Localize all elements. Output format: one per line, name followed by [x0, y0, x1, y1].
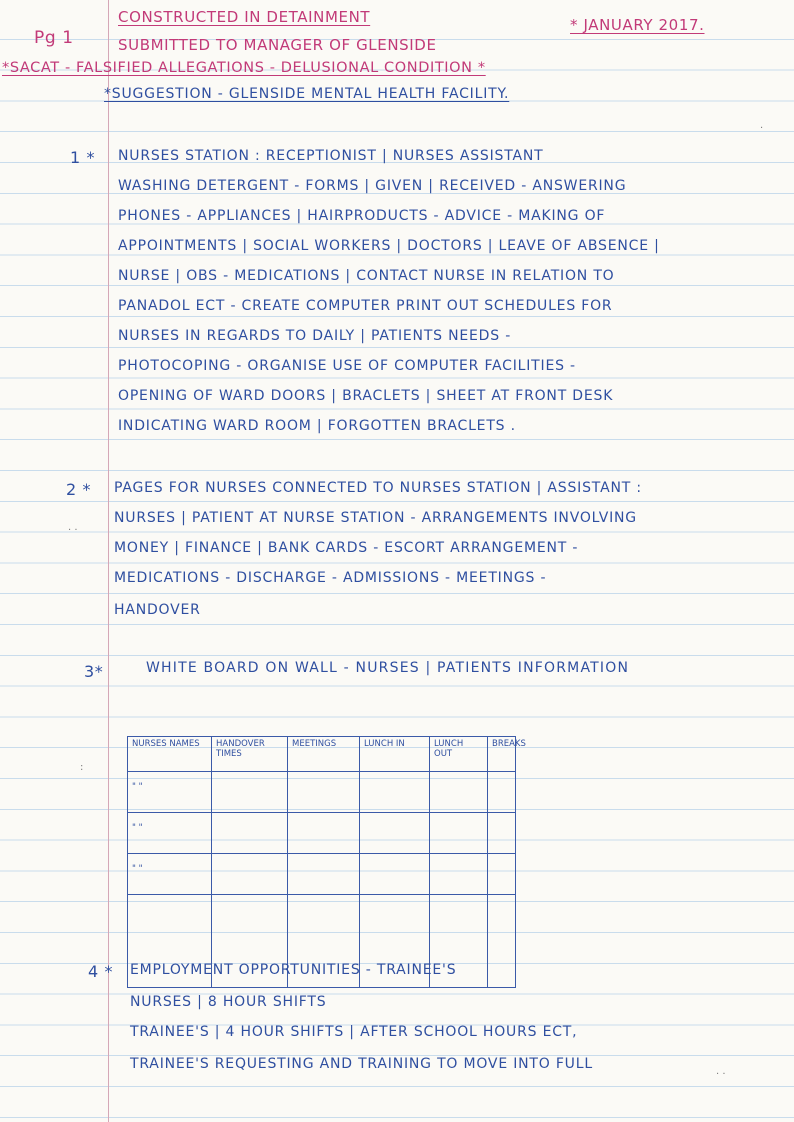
- page-number: Pg 1: [34, 28, 74, 48]
- table-cell: [360, 854, 430, 895]
- section-1-line: NURSES STATION : RECEPTIONIST | NURSES ASSISTANT: [118, 148, 544, 164]
- table-cell: [430, 854, 488, 895]
- table-row: [128, 813, 516, 854]
- table-cell: [488, 854, 516, 895]
- table-header-cell: BREAKS: [488, 737, 516, 772]
- section-2-line: MEDICATIONS - DISCHARGE - ADMISSIONS - MEETINGS -: [114, 570, 547, 586]
- table-cell: [212, 813, 288, 854]
- table-header-cell: NURSES NAMES: [128, 737, 212, 772]
- date: * JANUARY 2017.: [570, 16, 705, 34]
- section-1-line: INDICATING WARD ROOM | FORGOTTEN BRACLETS .: [118, 418, 516, 434]
- table-cell: [212, 772, 288, 813]
- table-header-cell: MEETINGS: [288, 737, 360, 772]
- section-4-line: EMPLOYMENT OPPORTUNITIES - TRAINEE'S: [130, 962, 457, 978]
- section-4-line: TRAINEE'S | 4 HOUR SHIFTS | AFTER SCHOOL HOURS ECT,: [130, 1024, 578, 1040]
- section-3-number: 3*: [84, 662, 104, 681]
- section-2-line: HANDOVER: [114, 602, 201, 618]
- section-1-line: OPENING OF WARD DOORS | BRACLETS | SHEET AT FRONT DESK: [118, 388, 614, 404]
- section-3-heading: WHITE BOARD ON WALL - NURSES | PATIENTS INFORMATION: [146, 660, 630, 676]
- table-cell: [360, 813, 430, 854]
- table-cell: " ": [128, 813, 212, 854]
- table-cell: " ": [128, 854, 212, 895]
- pencil-dot: . .: [68, 522, 78, 533]
- table-row: [128, 854, 516, 895]
- table-cell: [212, 854, 288, 895]
- section-1-line: PHOTOCOPING - ORGANISE USE OF COMPUTER FACILITIES -: [118, 358, 576, 374]
- table-header-cell: HANDOVER TIMES: [212, 737, 288, 772]
- section-4-line: TRAINEE'S REQUESTING AND TRAINING TO MOVE INTO FULL: [130, 1056, 593, 1072]
- section-1-line: PANADOL ECT - CREATE COMPUTER PRINT OUT SCHEDULES FOR: [118, 298, 613, 314]
- table-cell: [288, 813, 360, 854]
- section-4-number: 4 *: [88, 962, 114, 981]
- table-cell: [288, 854, 360, 895]
- table-header-row: [128, 737, 516, 772]
- section-2-line: NURSES | PATIENT AT NURSE STATION - ARRANGEMENTS INVOLVING: [114, 510, 637, 526]
- margin-line: [108, 0, 109, 1122]
- section-2-line: MONEY | FINANCE | BANK CARDS - ESCORT ARRANGEMENT -: [114, 540, 579, 556]
- section-1-line: PHONES - APPLIANCES | HAIRPRODUCTS - ADVICE - MAKING OF: [118, 208, 606, 224]
- table-cell: [360, 772, 430, 813]
- section-1-number: 1 *: [70, 148, 96, 167]
- pencil-dot: . .: [716, 1066, 726, 1077]
- section-1-line: NURSES IN REGARDS TO DAILY | PATIENTS NEEDS -: [118, 328, 512, 344]
- suggestion-line: *SUGGESTION - GLENSIDE MENTAL HEALTH FACILITY.: [104, 86, 510, 102]
- section-1-line: WASHING DETERGENT - FORMS | GIVEN | RECEIVED - ANSWERING: [118, 178, 627, 194]
- title-line-1: CONSTRUCTED IN DETAINMENT: [118, 8, 371, 26]
- section-2-number: 2 *: [66, 480, 92, 499]
- table-cell: " ": [128, 772, 212, 813]
- table-cell: [430, 772, 488, 813]
- table-cell: [288, 772, 360, 813]
- whiteboard-table: [127, 736, 526, 988]
- table-cell: [488, 772, 516, 813]
- section-1-line: NURSE | OBS - MEDICATIONS | CONTACT NURSE IN RELATION TO: [118, 268, 615, 284]
- table-header-cell: LUNCH IN: [360, 737, 430, 772]
- pencil-dot: .: [760, 120, 764, 131]
- pencil-dot: :: [80, 762, 84, 773]
- table-header-cell: LUNCH OUT: [430, 737, 488, 772]
- table-cell: [430, 813, 488, 854]
- table-cell: [488, 895, 516, 988]
- section-2-line: PAGES FOR NURSES CONNECTED TO NURSES STATION | ASSISTANT :: [114, 480, 642, 496]
- table-row: [128, 772, 516, 813]
- title-line-2: SUBMITTED TO MANAGER OF GLENSIDE: [118, 36, 437, 54]
- table-cell: [488, 813, 516, 854]
- sacat-line: *SACAT - FALSIFIED ALLEGATIONS - DELUSIONAL CONDITION *: [2, 60, 486, 76]
- section-1-line: APPOINTMENTS | SOCIAL WORKERS | DOCTORS | LEAVE OF ABSENCE |: [118, 238, 660, 254]
- section-4-line: NURSES | 8 HOUR SHIFTS: [130, 994, 327, 1010]
